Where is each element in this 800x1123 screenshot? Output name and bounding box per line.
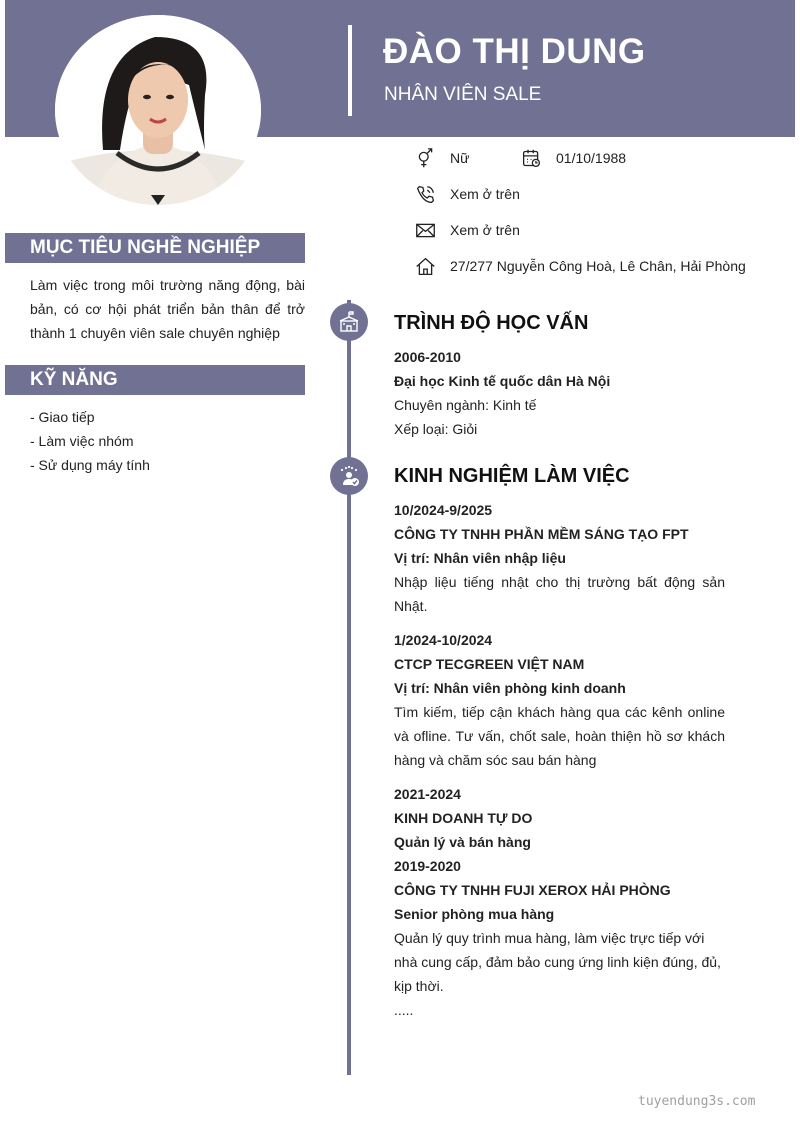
job-entry: [394, 782, 725, 1022]
job-description: Nhập liệu tiếng nhật cho thị trường bất động sản Nhật.: [394, 574, 725, 614]
gender-icon: [414, 147, 436, 169]
education-heading: TRÌNH ĐỘ HỌC VẤN: [394, 312, 589, 334]
gender-value: Nữ: [450, 150, 470, 166]
job-role: Quản lý và bán hàng: [394, 834, 531, 850]
avatar: [55, 15, 261, 205]
home-icon: [414, 255, 436, 277]
timeline-line: [347, 300, 351, 1075]
job-role: Vị trí: Nhân viên nhập liệu: [394, 550, 566, 566]
contact-birthdate: [520, 147, 626, 169]
objective-heading: MỤC TIÊU NGHỀ NGHIỆP: [5, 233, 305, 263]
job-period: 2021-2024: [394, 786, 461, 802]
job-company: CÔNG TY TNHH PHẦN MỀM SÁNG TẠO FPT: [394, 526, 689, 542]
job-role: Vị trí: Nhân viên phòng kinh doanh: [394, 680, 626, 696]
contact-address: [414, 255, 746, 277]
job-period: 1/2024-10/2024: [394, 632, 493, 648]
school-icon: [330, 303, 368, 341]
job-role: Senior phòng mua hàng: [394, 906, 555, 922]
skill-item: - Sử dụng máy tính: [30, 457, 150, 473]
job-entry: [394, 498, 725, 618]
candidate-name: ĐÀO THỊ DUNG: [383, 32, 646, 71]
job-description: Tìm kiếm, tiếp cận khách hàng qua các kênh online và ofline. Tư vấn, chốt sale, hoàn thiện hồ sơ khách hàng và chăm sóc sau bán hàng: [394, 704, 725, 768]
contact-email: [414, 219, 520, 241]
job-company: CÔNG TY TNHH FUJI XEROX HẢI PHÒNG: [394, 882, 671, 898]
education-rank: Xếp loại: Giỏi: [394, 421, 478, 437]
experience-heading: KINH NGHIỆM LÀM VIỆC: [394, 465, 630, 487]
address-value: 27/277 Nguyễn Công Hoà, Lê Chân, Hải Phòng: [450, 258, 746, 274]
objective-text: Làm việc trong môi trường năng động, bài bản, có cơ hội phát triển bản thân để trở thành 1 chuyên viên sale chuyên nghiệp: [30, 277, 305, 341]
birthdate-value: 01/10/1988: [556, 150, 627, 166]
job-entry: [394, 628, 725, 772]
job-title: NHÂN VIÊN SALE: [384, 84, 542, 105]
skill-item: - Làm việc nhóm: [30, 433, 134, 449]
portrait-photo-icon: [55, 15, 261, 205]
skills-heading: KỸ NĂNG: [5, 365, 305, 395]
email-value: Xem ở trên: [450, 222, 520, 238]
envelope-icon: [414, 219, 436, 241]
team-experience-icon: [330, 457, 368, 495]
header-divider: [348, 25, 352, 116]
job-company: CTCP TECGREEN VIỆT NAM: [394, 656, 585, 672]
education-school: Đại học Kinh tế quốc dân Hà Nội: [394, 373, 611, 389]
education-major: Chuyên ngành: Kinh tế: [394, 397, 537, 413]
job-period: 10/2024-9/2025: [394, 502, 493, 518]
phone-icon: [414, 183, 436, 205]
experience-ellipsis: .....: [394, 1002, 414, 1018]
contact-phone: [414, 183, 520, 205]
contact-gender: [414, 147, 469, 169]
skills-list: [30, 405, 150, 477]
job-description: Quản lý quy trình mua hàng, làm việc trực tiếp với nhà cung cấp, đảm bảo cung ứng linh kiện đúng, đủ, kịp thời.: [394, 930, 721, 994]
watermark: tuyendung3s.com: [638, 1094, 756, 1109]
education-block: [394, 345, 725, 441]
job-period: 2019-2020: [394, 858, 461, 874]
skill-item: - Giao tiếp: [30, 409, 95, 425]
phone-value: Xem ở trên: [450, 186, 520, 202]
calendar-icon: [520, 147, 542, 169]
education-period: 2006-2010: [394, 349, 461, 365]
job-company: KINH DOANH TỰ DO: [394, 810, 533, 826]
